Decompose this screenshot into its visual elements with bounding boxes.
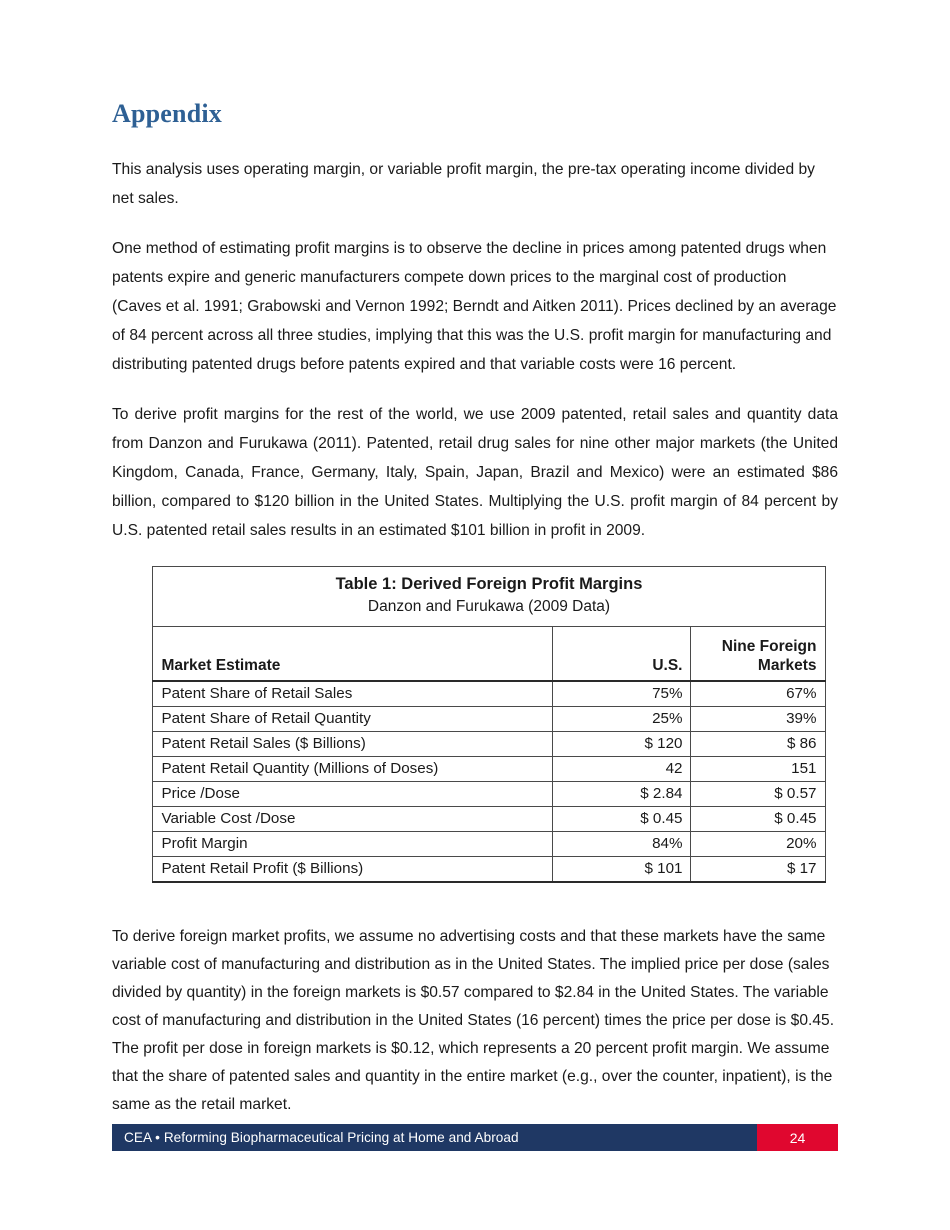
derived-foreign-profit-margins-table	[152, 566, 825, 883]
cell-foreign: $ 0.57	[691, 781, 825, 806]
cell-us: $ 120	[553, 731, 691, 756]
page-footer	[112, 1124, 838, 1151]
row-label: Patent Retail Sales ($ Billions)	[153, 731, 553, 756]
paragraph-1: This analysis uses operating margin, or variable profit margin, the pre-tax operating income divided by net sales.	[112, 160, 815, 207]
cell-foreign: $ 0.45	[691, 806, 825, 831]
table-header-row	[153, 626, 825, 681]
table-caption	[153, 566, 825, 626]
cell-foreign: 151	[691, 756, 825, 781]
paragraph-4: To derive foreign market profits, we assume no advertising costs and that these markets have the same variable cost of manufacturing and distribution as in the United States. The implied price per dose (sales divided by quantity) in the foreign markets is $0.57 compared to $2.84 in the United States. The variable cost of manufacturing and distribution in the United States (16 percent) times the price per dose is $0.45. The profit per dose in foreign markets is $0.12, which represents a 20 percent profit margin. We assume that the share of patented sales and quantity in the entire market (e.g., over the counter, inpatient), is the same as the retail market.	[112, 927, 835, 1113]
table-row	[153, 781, 825, 806]
cell-us: $ 2.84	[553, 781, 691, 806]
cell-us: $ 0.45	[553, 806, 691, 831]
cell-us: 25%	[553, 706, 691, 731]
document-content	[112, 100, 838, 1140]
column-header-nine-foreign-markets: Nine Foreign Markets	[691, 626, 825, 681]
row-label: Price /Dose	[153, 781, 553, 806]
row-label: Profit Margin	[153, 831, 553, 856]
table-title-row	[153, 566, 825, 626]
column-header-us: U.S.	[553, 626, 691, 681]
cell-foreign: $ 17	[691, 856, 825, 882]
page-title: Appendix	[112, 99, 222, 128]
table-title: Table 1: Derived Foreign Profit Margins	[335, 574, 643, 593]
cell-us: 75%	[553, 681, 691, 707]
table-row	[153, 731, 825, 756]
cell-foreign: 20%	[691, 831, 825, 856]
column-header-market-estimate: Market Estimate	[153, 626, 553, 681]
table-row	[153, 831, 825, 856]
cell-foreign: $ 86	[691, 731, 825, 756]
cell-foreign: 39%	[691, 706, 825, 731]
page-number-badge	[757, 1124, 838, 1151]
table-row	[153, 706, 825, 731]
table-row	[153, 681, 825, 707]
footer-title-bar	[112, 1124, 757, 1151]
row-label: Patent Share of Retail Quantity	[153, 706, 553, 731]
table-row	[153, 756, 825, 781]
table-subtitle: Danzon and Furukawa (2009 Data)	[367, 597, 611, 615]
cell-us: 42	[553, 756, 691, 781]
footer-title: CEA • Reforming Biopharmaceutical Pricing at Home and Abroad	[124, 1130, 519, 1145]
cell-us: 84%	[553, 831, 691, 856]
row-label: Patent Retail Quantity (Millions of Doses)	[153, 756, 553, 781]
page-number: 24	[789, 1129, 806, 1146]
paragraph-3: To derive profit margins for the rest of the world, we use 2009 patented, retail sales and quantity data from Danzon and Furukawa (2011). Patented, retail drug sales for nine other major markets (the United Kingdom, Canada, France, Germany, Italy, Spain, Japan, Brazil and Mexico) were an estimated $86 billion, compared to $120 billion in the United States. Multiplying the U.S. profit margin of 84 percent by U.S. patented retail sales results in an estimated $101 billion in profit in 2009.	[112, 405, 838, 539]
table-row	[153, 806, 825, 831]
cell-foreign: 67%	[691, 681, 825, 707]
row-label: Variable Cost /Dose	[153, 806, 553, 831]
table-container	[112, 566, 838, 883]
row-label: Patent Retail Profit ($ Billions)	[153, 856, 553, 882]
paragraph-2: One method of estimating profit margins is to observe the decline in prices among patented drugs when patents expire and generic manufacturers compete down prices to the marginal cost of production (Caves et al. 1991; Grabowski and Vernon 1992; Berndt and Aitken 2011). Prices declined by an average of 84 percent across all three studies, implying that this was the U.S. profit margin for manufacturing and distributing patented drugs before patents expired and that variable costs were 16 percent.	[112, 239, 837, 373]
cell-us: $ 101	[553, 856, 691, 882]
table-row	[153, 856, 825, 882]
row-label: Patent Share of Retail Sales	[153, 681, 553, 707]
